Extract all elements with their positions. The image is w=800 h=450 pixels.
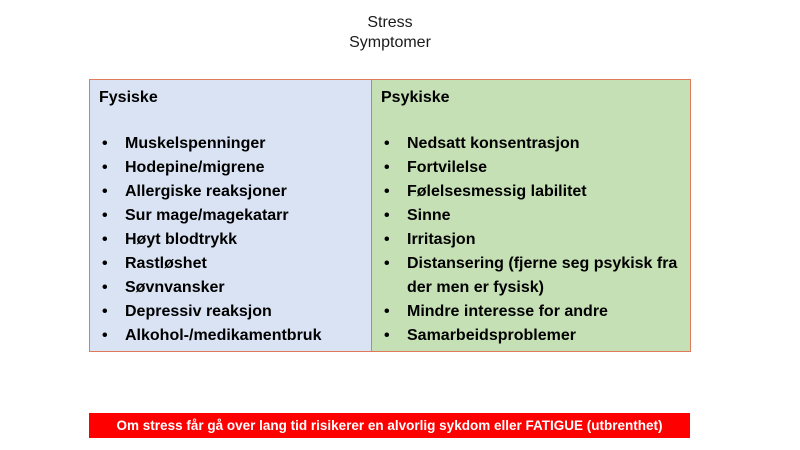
psychological-symptom-item	[381, 324, 680, 348]
psychological-symptom-item	[381, 156, 680, 180]
physical-symptoms-list	[99, 132, 361, 348]
physical-symptom-item-text: Muskelspenninger	[125, 135, 266, 152]
slide-title: Stress	[367, 14, 413, 31]
bullet-icon: •	[384, 207, 390, 224]
psychological-symptom-item-text: Sinne	[407, 207, 451, 224]
physical-symptom-item-text: Alkohol-/medikamentbruk	[125, 327, 322, 344]
physical-symptom-item-text: Allergiske reaksjoner	[125, 183, 287, 200]
physical-symptom-item-text: Depressiv reaksjon	[125, 303, 272, 320]
psychological-symptom-item-text: Distansering (fjerne seg psykisk fra der men er fysisk)	[407, 255, 678, 296]
psychological-symptom-item-text: Følelsesmessig labilitet	[407, 183, 587, 200]
psychological-heading: Psykiske	[381, 89, 450, 106]
psychological-symptom-item-text: Nedsatt konsentrasjon	[407, 135, 580, 152]
bullet-icon: •	[384, 303, 390, 320]
bullet-icon: •	[102, 183, 108, 200]
psychological-symptom-item	[381, 204, 680, 228]
psychological-symptoms-list	[381, 132, 680, 348]
psychological-symptom-item-text: Irritasjon	[407, 231, 476, 248]
psychological-symptom-item-text: Samarbeidsproblemer	[407, 327, 576, 344]
warning-banner: Om stress får gå over lang tid risikerer en alvorlig sykdom eller FATIGUE (utbrenthet)	[89, 413, 690, 438]
physical-symptom-item	[99, 156, 361, 180]
physical-symptom-item	[99, 276, 361, 300]
bullet-icon: •	[102, 207, 108, 224]
bullet-icon: •	[384, 327, 390, 344]
physical-symptom-item	[99, 252, 361, 276]
bullet-icon: •	[102, 231, 108, 248]
psychological-symptom-item	[381, 300, 680, 324]
bullet-icon: •	[102, 159, 108, 176]
physical-symptom-item	[99, 204, 361, 228]
physical-symptom-item-text: Søvnvansker	[125, 279, 225, 296]
slide-subtitle: Symptomer	[349, 34, 431, 51]
physical-symptom-item-text: Rastløshet	[125, 255, 207, 272]
physical-symptom-item-text: Høyt blodtrykk	[125, 231, 238, 248]
bullet-icon: •	[102, 279, 108, 296]
physical-symptom-item	[99, 324, 361, 348]
physical-symptom-item	[99, 228, 361, 252]
psychological-symptom-item	[381, 132, 680, 156]
bullet-icon: •	[384, 159, 390, 176]
bullet-icon: •	[102, 303, 108, 320]
psychological-symptom-item	[381, 228, 680, 252]
physical-symptom-item	[99, 132, 361, 156]
bullet-icon: •	[102, 135, 108, 152]
bullet-icon: •	[384, 135, 390, 152]
psychological-symptom-item	[381, 252, 680, 300]
physical-symptom-item-text: Sur mage/magekatarr	[125, 207, 289, 224]
slide-title-block	[0, 13, 780, 53]
psychological-symptom-item-text: Fortvilelse	[407, 159, 488, 176]
bullet-icon: •	[102, 255, 108, 272]
physical-symptom-item-text: Hodepine/migrene	[125, 159, 265, 176]
bullet-icon: •	[384, 255, 390, 272]
physical-heading: Fysiske	[99, 89, 158, 106]
psychological-symptoms-box	[371, 79, 691, 352]
psychological-symptom-item	[381, 180, 680, 204]
bullet-icon: •	[384, 231, 390, 248]
physical-symptom-item	[99, 300, 361, 324]
physical-symptom-item	[99, 180, 361, 204]
physical-symptoms-box	[89, 79, 372, 352]
psychological-symptom-item-text: Mindre interesse for andre	[407, 303, 608, 320]
bullet-icon: •	[384, 183, 390, 200]
bullet-icon: •	[102, 327, 108, 344]
